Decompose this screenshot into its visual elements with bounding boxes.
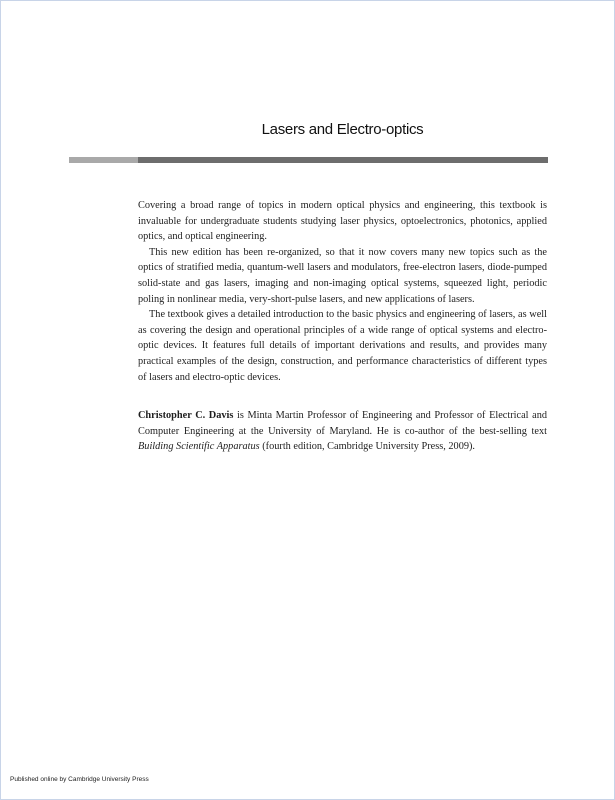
author-bio	[138, 408, 547, 455]
author-name: Christopher C. Davis	[138, 410, 234, 421]
title-rule	[69, 157, 548, 163]
author-bio-text-2: (fourth edition, Cambridge University Press, 2009).	[259, 441, 476, 453]
author-bio-text-1: is Minta Martin Professor of Engineering and Professor of Electrical and Computer Engineering at the University of Maryland. He is co-author of the best-selling text	[138, 410, 547, 437]
author-book-title: Building Scientific Apparatus	[138, 441, 260, 453]
description-paragraph-2: This new edition has been re-organized, so that it now covers many new topics such as the optics of stratified media, quantum-well lasers and modulators, free-electron lasers, diode-pumped solid-state and gas lasers, imaging and non-imaging optical systems, squeezed light, periodic poling in nonlinear media, very-short-pulse lasers, and new applications of lasers.	[138, 246, 547, 305]
title-rule-dark-segment	[138, 157, 548, 163]
book-description	[138, 198, 547, 385]
footer-note: Published online by Cambridge University Press	[10, 776, 149, 783]
title-rule-light-segment	[69, 157, 138, 163]
description-paragraph-1: Covering a broad range of topics in modern optical physics and engineering, this textbook is invaluable for undergraduate students studying laser physics, optoelectronics, photonics, applied optics, and optical engineering.	[138, 200, 547, 243]
page-title: Lasers and Electro-optics	[261, 121, 424, 138]
description-paragraph-3: The textbook gives a detailed introduction to the basic physics and engineering of lasers, as well as covering the design and operational principles of a wide range of optical systems and electro-optic devices. It features full details of important derivations and results, and provides many practical examples of the design, construction, and performance characteristics of different types of lasers and electro-optic devices.	[138, 309, 547, 383]
